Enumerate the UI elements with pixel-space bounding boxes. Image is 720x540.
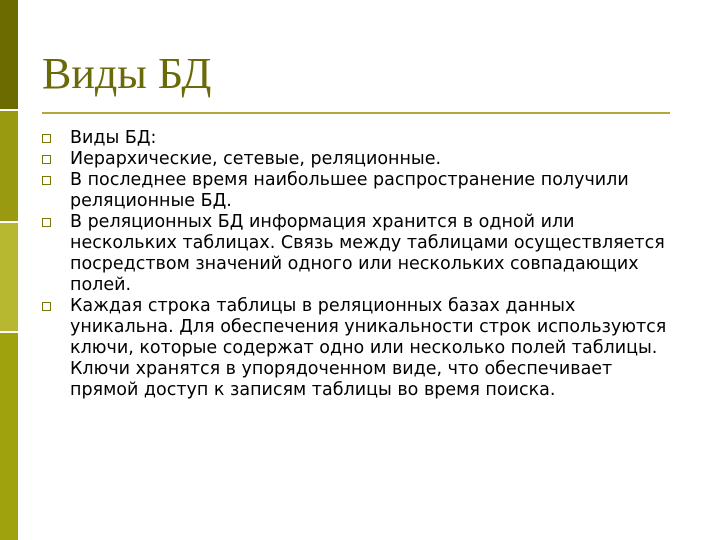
bullet-text: В реляционных БД информация хранится в одной или нескольких таблицах. Связь между таблицами осуществляется посредством значений одного или нескольких совпадающих полей. bbox=[70, 212, 665, 295]
bullet-text: Каждая строка таблицы в реляционных базах данных уникальна. Для обеспечения уникальности строк используются ключи, которые содержат одно или несколько полей таблицы. Ключи хранятся в упорядоченном виде, что обеспечивает прямой доступ к записям таблицы во время поиска. bbox=[70, 296, 667, 400]
square-bullet-icon bbox=[42, 176, 51, 185]
bullet-item bbox=[42, 128, 672, 149]
slide-title: Виды БД bbox=[42, 49, 212, 98]
accent-bar-segment bbox=[0, 332, 18, 540]
bullet-item bbox=[42, 149, 672, 170]
bullet-item bbox=[42, 212, 672, 296]
accent-bar-divider bbox=[0, 109, 18, 111]
bullet-text: Иерархические, сетевые, реляционные. bbox=[70, 149, 442, 169]
title-underline bbox=[42, 112, 670, 114]
bullet-item bbox=[42, 170, 672, 212]
square-bullet-icon bbox=[42, 155, 51, 164]
accent-bar-segment bbox=[0, 0, 18, 110]
square-bullet-icon bbox=[42, 134, 51, 143]
bullet-text: В последнее время наибольшее распространение получили реляционные БД. bbox=[70, 170, 629, 211]
accent-bar-segment bbox=[0, 110, 18, 222]
bullet-text: Виды БД: bbox=[70, 128, 157, 148]
bullet-item bbox=[42, 296, 672, 401]
accent-bar-segment bbox=[0, 222, 18, 332]
bullet-list bbox=[42, 128, 672, 401]
left-accent-bar bbox=[0, 0, 18, 540]
accent-bar-divider bbox=[0, 221, 18, 223]
square-bullet-icon bbox=[42, 302, 51, 311]
accent-bar-divider bbox=[0, 331, 18, 333]
square-bullet-icon bbox=[42, 218, 51, 227]
